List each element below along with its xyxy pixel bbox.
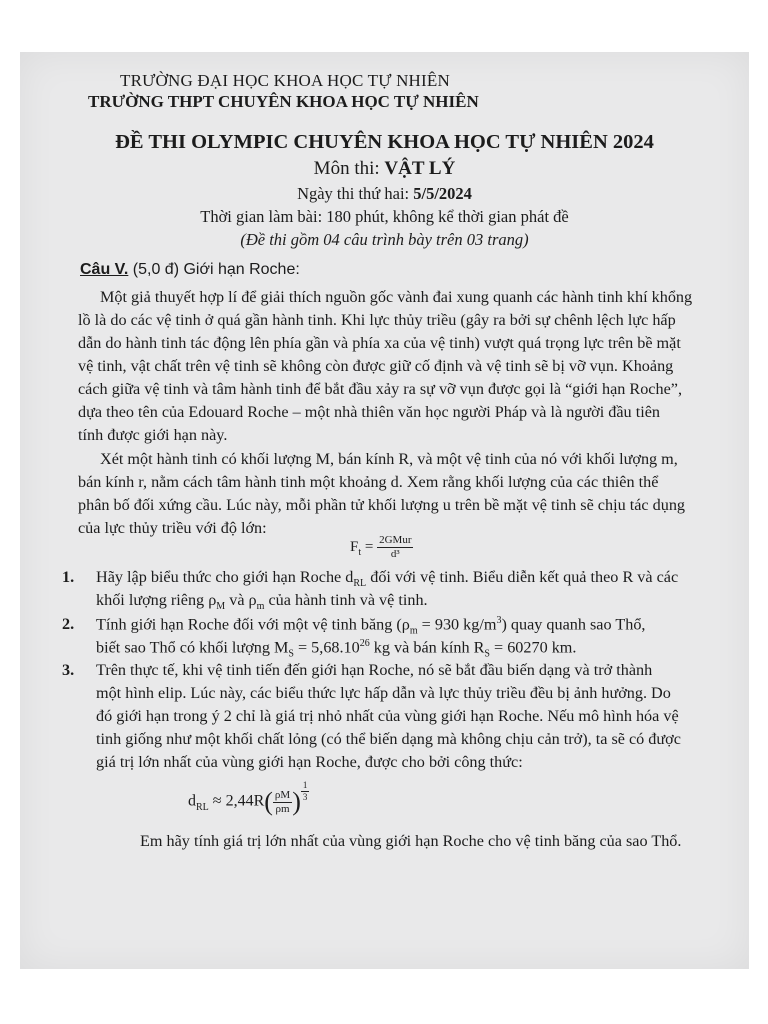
para1-line: tính được giới hạn này. <box>78 426 228 444</box>
item-number: 3. <box>62 661 75 679</box>
item3-line: giá trị lớn nhất của vùng giới hạn Roche, được cho bởi công thức: <box>96 753 523 771</box>
item3-line: tinh giống như một khối chất lỏng (có thể biến dạng mà không chịu cản trở), ta sẽ có được <box>96 730 681 748</box>
final-question: Em hãy tính giá trị lớn nhất của vùng giới hạn Roche cho vệ tinh băng của sao Thổ. <box>140 832 682 850</box>
item3-line: một hình elip. Lúc này, các biểu thức lực hấp dẫn và lực thủy triều đều bị ảnh hưởng. Do <box>96 684 671 702</box>
para1-line: lồ là do các vệ tinh ở quá gần hành tinh. Khi lực thủy triều (gây ra bởi sự chênh lệch lực hấp <box>78 311 676 329</box>
exam-duration: Thời gian làm bài: 180 phút, không kể thời gian phát đề <box>200 207 569 226</box>
exam-date: Ngày thi thứ hai: 5/5/2024 <box>297 184 472 203</box>
para1-line: Một giả thuyết hợp lí để giải thích nguồn gốc vành đai xung quanh các hành tinh khí khổng <box>100 288 693 306</box>
para1-line: vệ tinh, vật chất trên vệ tinh sẽ không còn được giữ cố định và vệ tinh sẽ bị vỡ vụn. Khoảng <box>78 357 674 375</box>
para1-line: dựa theo tên của Edouard Roche – một nhà thiên văn học người Pháp và là người đầu tiên <box>78 403 660 421</box>
roche-limit-formula: $d_{RL} \approx 2,44R$( $\frac{\rho M}{\rho m}$ ) $\frac{1}{3}$ <box>188 780 308 816</box>
para2-line: bán kính r, nằm cách tâm hành tinh một khoảng d. Xem rằng khối lượng của các thiên thể <box>78 473 659 491</box>
exam-title: ĐỀ THI OLYMPIC CHUYÊN KHOA HỌC TỰ NHIÊN 2024 <box>115 131 654 153</box>
item1-line: khối lượng riêng $\rho_M$ và $\rho_m$ của hành tinh và vệ tinh. <box>96 591 428 613</box>
tidal-force-formula: $F_t$ = $\frac{\text{2GMur}}{\text{d³}}$ <box>350 534 412 560</box>
exam-subject: Môn thi: VẬT LÝ <box>313 158 456 179</box>
exam-note: (Đề thi gồm 04 câu trình bày trên 03 trang) <box>240 230 529 249</box>
university-name: TRƯỜNG ĐẠI HỌC KHOA HỌC TỰ NHIÊN <box>120 71 450 90</box>
item2-line: biết sao Thổ có khối lượng $M_S = 5,68.10^{26}$ kg và bán kính $R_S = 60270$ km. <box>96 638 577 660</box>
exam-page <box>20 52 749 969</box>
school-name: TRƯỜNG THPT CHUYÊN KHOA HỌC TỰ NHIÊN <box>88 92 479 111</box>
question-heading: Câu V. (5,0 đ) Giới hạn Roche: <box>80 261 300 278</box>
item-number: 1. <box>62 568 75 586</box>
para2-line: của lực thủy triều với độ lớn: <box>78 519 267 537</box>
para2-line: phân bố đối xứng cầu. Lúc này, mỗi phần tử khối lượng u trên bề mặt vệ tinh sẽ chịu tác dụng <box>78 496 686 514</box>
para2-line: Xét một hành tinh có khối lượng M, bán kính R, và một vệ tinh của nó với khối lượng m, <box>100 450 678 468</box>
para1-line: dẫn do hành tinh tác động lên phía gần và phía xa của vệ tinh) vượt quá trọng lực trên bề mặt <box>78 334 681 352</box>
item-number: 2. <box>62 615 75 633</box>
para1-line: cách giữa vệ tinh và tâm hành tinh để bắt đầu xảy ra sự vỡ vụn được gọi là “giới hạn Roche”, <box>78 380 682 398</box>
item1-line: Hãy lập biểu thức cho giới hạn Roche $d_{RL}$ đối với vệ tinh. Biểu diễn kết quả theo R và các <box>96 568 679 590</box>
item3-line: đó giới hạn trong ý 2 chỉ là giá trị nhỏ nhất của vùng giới hạn Roche. Nếu mô hình hóa vệ <box>96 707 679 725</box>
item3-line: Trên thực tế, khi vệ tinh tiến đến giới hạn Roche, nó sẽ bắt đầu biến dạng và trở thành <box>96 661 653 679</box>
item2-line: Tính giới hạn Roche đối với một vệ tinh băng ($\rho_m = 930$ $kg/m^3$) quay quanh sao Thổ, <box>96 615 646 637</box>
